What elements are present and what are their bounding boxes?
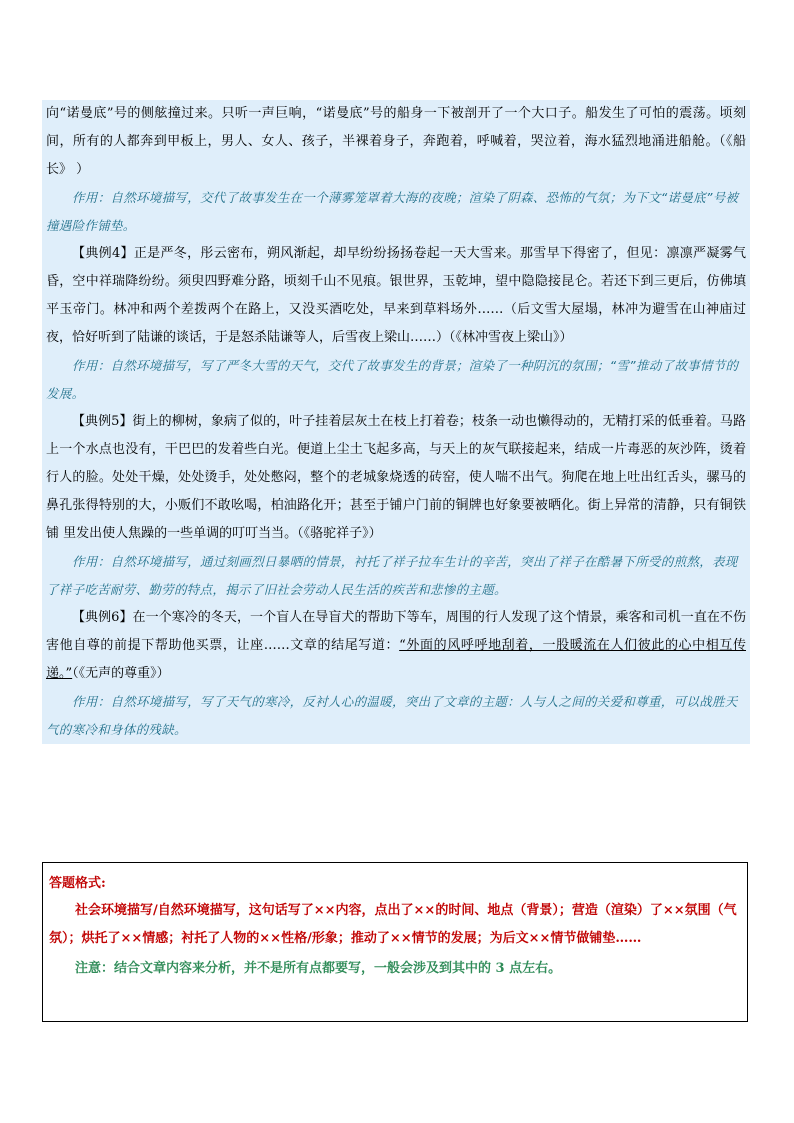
example-6-text [42,604,750,688]
answer-format-body: 社会环境描写/自然环境描写，这句话写了××内容，点出了××的时间、地点（背景）；营造（渲染）了××氛围（气氛）；烘托了××情感；衬托了人物的××性格/形象；推动了××情节的发展；为后文××情节做铺垫…… [49,903,737,946]
example-4-effect: 作用：自然环境描写，写了严冬大雪的天气，交代了故事发生的背景；渲染了一种阴沉的氛围；“雪”推动了故事情节的发展。 [46,358,739,401]
example-6-effect: 作用：自然环境描写，写了天气的寒冷，反衬人心的温暖，突出了文章的主题：人与人之间的关爱和尊重，可以战胜天气的寒冷和身体的残缺。 [46,694,738,737]
example-6-quote: “外面的风呼呼地刮着，一股暖流在人们彼此的心中相互传递。” [46,638,746,681]
example-3-effect: 作用：自然环境描写，交代了故事发生在一个薄雾笼罩着大海的夜晚；渲染了阴森、恐怖的气氛；为下文“诺曼底”号被撞遇险作铺垫。 [46,190,739,233]
example-3-text: 向“诺曼底”号的侧舷撞过来。只听一声巨响，“诺曼底”号的船身一下被剖开了一个大口子。船发生了可怕的震荡。顷刻间，所有的人都奔到甲板上，男人、女人、孩子，半裸着身子，奔跑着，呼喊着，哭泣着，海水猛烈地涌进船舱。（《船长》 ） [46,106,746,177]
answer-format-box [42,862,748,1022]
answer-format-title: 答题格式: [49,876,106,891]
example-4-text: 【典例4】正是严冬，彤云密布，朔风渐起，却早纷纷扬扬卷起一天大雪来。那雪早下得密了，但见：凛凛严凝雾气昏，空中祥瑞降纷纷。须臾四野难分路，顷刻千山不见痕。银世界，玉乾坤，望中隐隐接昆仑。若还下到三更后，仿佛填平玉帝门。林冲和两个差拨两个在路上，又没买酒吃处，早来到草料场外……（后文雪大屋塌，林冲为避雪在山神庙过夜，恰好听到了陆谦的谈话，于是怒杀陆谦等人，后雪夜上梁山……）（《林冲雪夜上梁山》） [46,246,746,345]
answer-format-note: 注意：结合文章内容来分析，并不是所有点都要写，一般会涉及到其中的 3 点左右。 [75,961,562,976]
example-5-effect: 作用：自然环境描写，通过刻画烈日暴晒的情景，衬托了祥子拉车生计的辛苦，突出了祥子在酷暑下所受的煎熬，表现了祥子吃苦耐劳、勤劳的特点，揭示了旧社会劳动人民生活的疾苦和悲惨的主题。 [46,554,738,597]
example-6-text-before: 【典例6】在一个寒冷的冬天，一个盲人在导盲犬的帮助下等车，周围的行人发现了这个情景，乘客和司机一直在不伤害他自尊的前提下帮助他买票，让座……文章的结尾写道： [46,610,746,653]
example-6-source: （《无声的尊重》） [72,666,170,681]
examples-section [42,100,750,744]
example-5-text: 【典例5】街上的柳树，象病了似的，叶子挂着层灰土在枝上打着卷；枝条一动也懒得动的，无精打采的低垂着。马路上一个水点也没有，干巴巴的发着些白光。便道上尘土飞起多高，与天上的灰气联接起来，结成一片毒恶的灰沙阵，烫着行人的脸。处处干燥，处处烫手，处处憋闷，整个的老城象烧透的砖窑，使人喘不出气。狗爬在地上吐出红舌头，骡马的鼻孔张得特别的大，小贩们不敢吆喝，柏油路化开；甚至于铺户门前的铜牌也好象要被晒化。街上异常的清静，只有铜铁铺 里发出使人焦躁的一些单调的叮叮当当。（《骆驼祥子》） [46,414,746,541]
